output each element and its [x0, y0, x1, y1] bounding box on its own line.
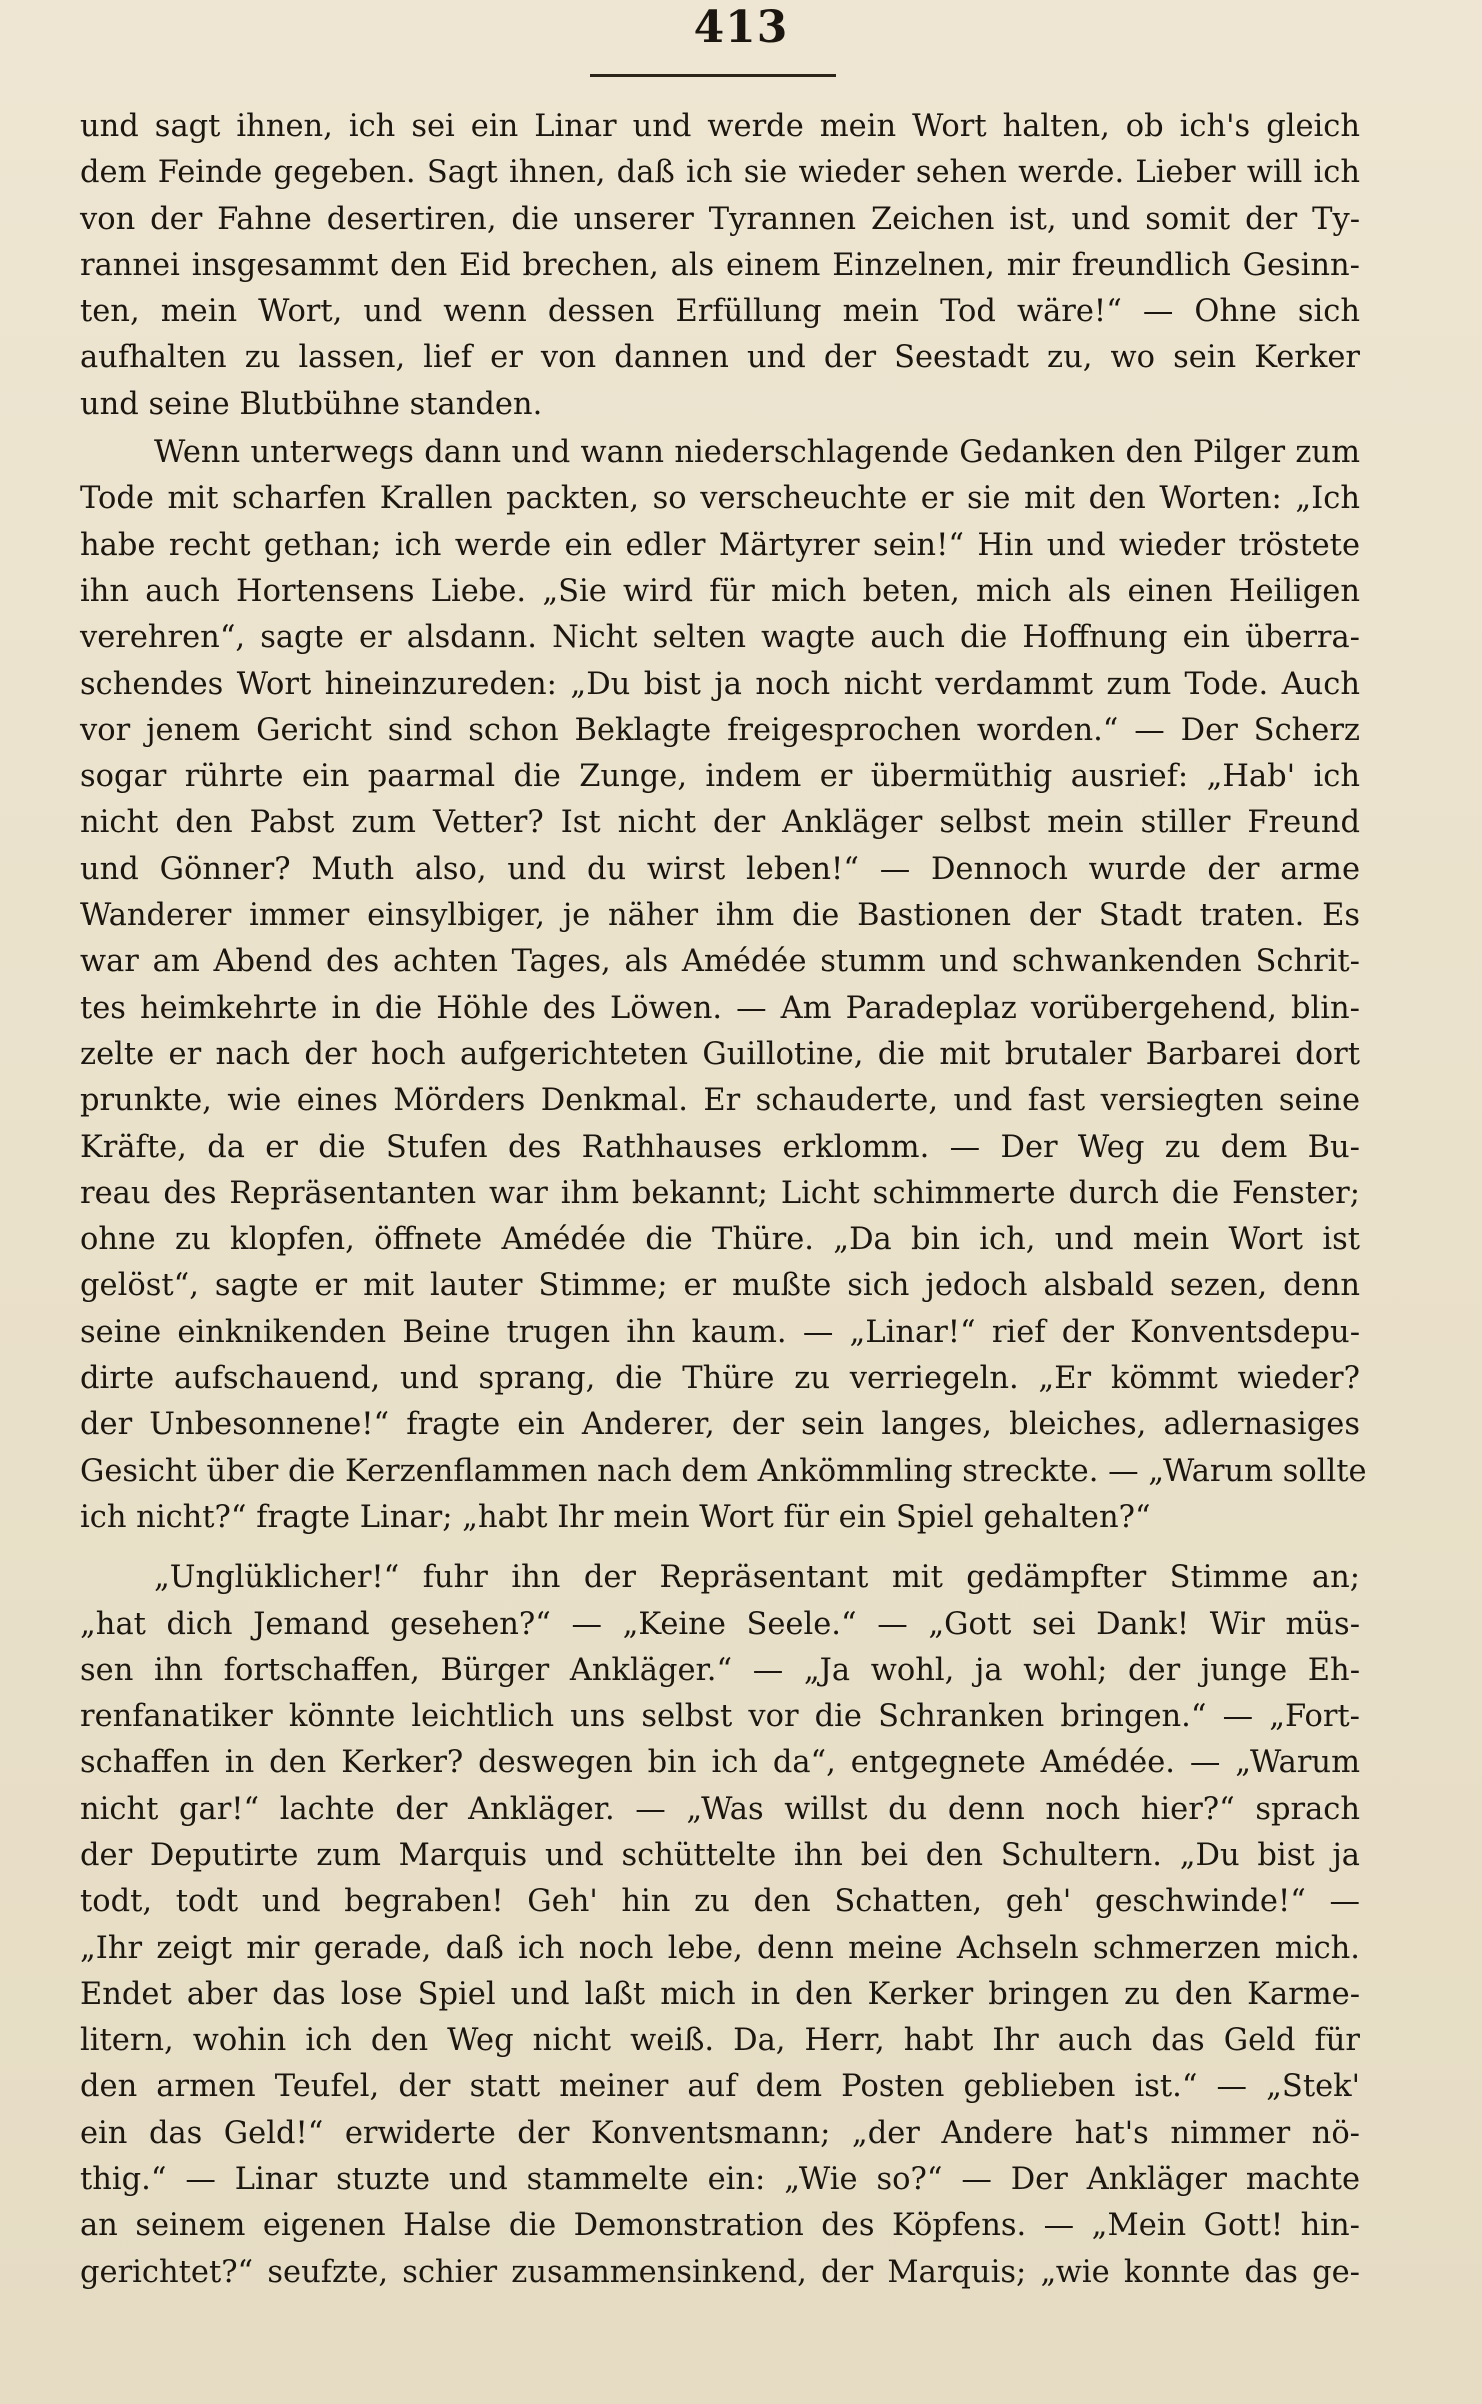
text-line: der Deputirte zum Marquis und schüttelte ihn bei den Schultern. „Du bist ja — [80, 1837, 1360, 1873]
text-line: Wenn unterwegs dann und wann niederschlagende Gedanken den Pilger zum — [154, 435, 1360, 471]
text-line: aufhalten zu lassen, lief er von dannen und der Seestadt zu, wo sein Kerker — [80, 340, 1360, 376]
text-line: und seine Blutbühne standen. — [80, 386, 543, 422]
text-line: und sagt ihnen, ich sei ein Linar und werde mein Wort halten, ob ich's gleich — [80, 109, 1360, 144]
header-rule — [590, 74, 836, 77]
text-line: zelte er nach der hoch aufgerichteten Guillotine, die mit brutaler Barbarei dort — [80, 1036, 1360, 1072]
page-number: 413 — [693, 2, 789, 53]
text-line: schendes Wort hineinzureden: „Du bist ja noch nicht verdammt zum Tode. Auch — [80, 666, 1360, 702]
text-line: vor jenem Gericht sind schon Beklagte freigesprochen worden.“ — Der Scherz — [80, 712, 1360, 748]
text-line: schaffen in den Kerker? deswegen bin ich da“, entgegnete Amédée. — „Warum — [80, 1745, 1360, 1781]
text-line: rannei insgesammt den Eid brechen, als einem Einzelnen, mir freundlich Gesinn- — [80, 247, 1360, 283]
paragraph-2 — [80, 430, 1367, 1541]
text-line: Wanderer immer einsylbiger, je näher ihm die Bastionen der Stadt traten. Es — [80, 898, 1360, 934]
text-line: verehren“, sagte er alsdann. Nicht selten wagte auch die Hoffnung ein überra- — [80, 620, 1360, 656]
text-line: dem Feinde gegeben. Sagt ihnen, daß ich sie wieder sehen werde. Lieber will ich — [80, 155, 1360, 191]
text-line: tes heimkehrte in die Höhle des Löwen. — Am Paradeplaz vorübergehend, blin- — [80, 990, 1360, 1026]
text-line: von der Fahne desertiren, die unserer Tyrannen Zeichen ist, und somit der Ty- — [80, 201, 1360, 237]
text-line: den armen Teufel, der statt meiner auf dem Posten geblieben ist.“ — „Stek' — [80, 2069, 1360, 2105]
text-line: ich nicht?“ fragte Linar; „habt Ihr mein Wort für ein Spiel gehalten?“ — [80, 1499, 1151, 1535]
text-line: renfanatiker könnte leichtlich uns selbst vor die Schranken bringen.“ — „Fort- — [80, 1699, 1360, 1735]
paragraph-1 — [80, 104, 1360, 428]
text-line: Gesicht über die Kerzenflammen nach dem Ankömmling streckte. — „Warum sollte — [80, 1453, 1367, 1489]
text-line: nicht den Pabst zum Vetter? Ist nicht der Ankläger selbst mein stiller Freund — [80, 805, 1360, 841]
body-text — [80, 104, 1367, 2296]
text-line: gelöst“, sagte er mit lauter Stimme; er mußte sich jedoch alsbald sezen, denn — [80, 1268, 1360, 1304]
paragraph-3 — [80, 1555, 1360, 2296]
text-line: „hat dich Jemand gesehen?“ — „Keine Seele.“ — „Gott sei Dank! Wir müs- — [80, 1606, 1360, 1642]
text-line: todt, todt und begraben! Geh' hin zu den Schatten, geh' geschwinde!“ — — [80, 1884, 1360, 1920]
text-line: dirte aufschauend, und sprang, die Thüre zu verriegeln. „Er kömmt wieder? — [80, 1361, 1360, 1397]
text-line: sen ihn fortschaffen, Bürger Ankläger.“ — „Ja wohl, ja wohl; der junge Eh- — [80, 1652, 1360, 1688]
text-line: „Unglüklicher!“ fuhr ihn der Repräsentant mit gedämpfter Stimme an; — [154, 1560, 1360, 1596]
text-line: und Gönner? Muth also, und du wirst leben!“ — Dennoch wurde der arme — [80, 851, 1360, 887]
text-line: Kräfte, da er die Stufen des Rathhauses erklomm. — Der Weg zu dem Bu- — [80, 1129, 1360, 1165]
text-line: Tode mit scharfen Krallen packten, so verscheuchte er sie mit den Worten: „Ich — [80, 481, 1360, 517]
text-line: reau des Repräsentanten war ihm bekannt; Licht schimmerte durch die Fenster; — [80, 1175, 1360, 1211]
text-line: Endet aber das lose Spiel und laßt mich in den Kerker bringen zu den Karme- — [80, 1976, 1360, 2012]
text-line: war am Abend des achten Tages, als Amédée stumm und schwankenden Schrit- — [80, 944, 1360, 980]
text-line: thig.“ — Linar stuzte und stammelte ein: „Wie so?“ — Der Ankläger machte — [80, 2162, 1360, 2198]
text-line: sogar rührte ein paarmal die Zunge, indem er übermüthig ausrief: „Hab' ich — [80, 759, 1360, 795]
text-line: ihn auch Hortensens Liebe. „Sie wird für mich beten, mich als einen Heiligen — [80, 573, 1360, 609]
text-line: habe recht gethan; ich werde ein edler Märtyrer sein!“ Hin und wieder tröstete — [80, 527, 1360, 563]
text-line: an seinem eigenen Halse die Demonstration des Köpfens. — „Mein Gott! hin- — [80, 2208, 1360, 2244]
text-line: „Ihr zeigt mir gerade, daß ich noch lebe, denn meine Achseln schmerzen mich. — [80, 1930, 1360, 1966]
text-line: ein das Geld!“ erwiderte der Konventsmann; „der Andere hat's nimmer nö- — [80, 2115, 1360, 2151]
text-line: der Unbesonnene!“ fragte ein Anderer, der sein langes, bleiches, adlernasiges — [80, 1407, 1360, 1443]
text-line: gerichtet?“ seufzte, schier zusammensinkend, der Marquis; „wie konnte das ge- — [80, 2254, 1360, 2290]
text-line: seine einknikenden Beine trugen ihn kaum. — „Linar!“ rief der Konventsdepu- — [80, 1314, 1360, 1350]
text-line: litern, wohin ich den Weg nicht weiß. Da, Herr, habt Ihr auch das Geld für — [80, 2023, 1360, 2059]
text-line: ten, mein Wort, und wenn dessen Erfüllung mein Tod wäre!“ — Ohne sich — [80, 294, 1360, 330]
text-line: ohne zu klopfen, öffnete Amédée die Thüre. „Da bin ich, und mein Wort ist — [80, 1222, 1360, 1258]
text-line: nicht gar!“ lachte der Ankläger. — „Was willst du denn noch hier?“ sprach — [80, 1791, 1360, 1827]
text-line: prunkte, wie eines Mörders Denkmal. Er schauderte, und fast versiegten seine — [80, 1083, 1360, 1119]
